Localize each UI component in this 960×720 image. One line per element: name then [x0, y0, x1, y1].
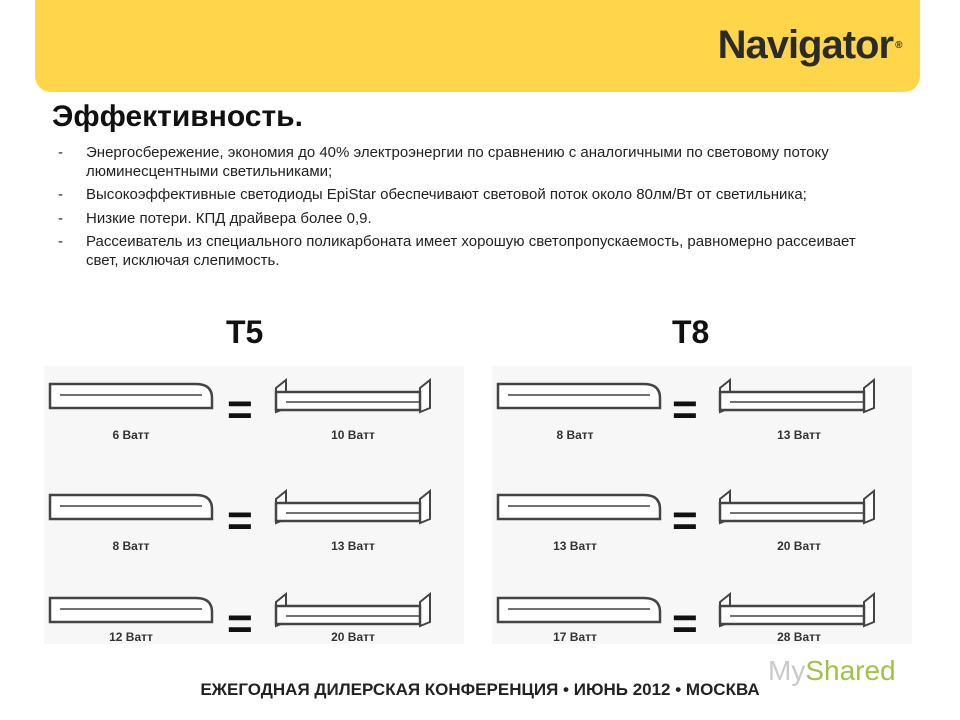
equals-sign: = [672, 385, 698, 434]
navigator-logo [717, 10, 902, 80]
led-lamp-icon [494, 592, 664, 626]
comparison-panel-t8 [492, 366, 912, 648]
bullet-list [58, 144, 878, 275]
slide-title: Эффективность. [52, 100, 303, 133]
comparison-row [492, 489, 912, 579]
fluorescent-watt-label: 13 Ватт [777, 428, 821, 442]
fluorescent-watt-label: 20 Ватт [777, 539, 821, 553]
led-lamp-icon [46, 592, 216, 626]
led-watt-label: 6 Ватт [112, 428, 150, 442]
fluorescent-watt-label: 13 Ватт [331, 539, 375, 553]
comparison-row [44, 378, 464, 468]
led-watt-label: 8 Ватт [556, 428, 594, 442]
footer-text: ЕЖЕГОДНАЯ ДИЛЕРСКАЯ КОНФЕРЕНЦИЯ • ИЮНЬ 2012 • МОСКВА [200, 680, 760, 699]
fluorescent-lamp-icon [716, 592, 878, 628]
heading-t8: T8 [672, 314, 710, 350]
led-watt-label: 12 Ватт [109, 630, 153, 644]
fluorescent-lamp-icon [272, 489, 434, 525]
bullet-item [58, 144, 878, 181]
led-lamp-icon [46, 489, 216, 523]
bullet-item [58, 233, 878, 270]
comparison-panel-t5 [44, 366, 464, 648]
bullet-dash: - [58, 186, 63, 203]
fluorescent-watt-label: 20 Ватт [331, 630, 375, 644]
heading-t5: T5 [226, 314, 264, 350]
equals-sign: = [227, 496, 253, 545]
fluorescent-lamp-icon [716, 489, 878, 525]
fluorescent-watt-label: 28 Ватт [777, 630, 821, 644]
equals-sign: = [672, 496, 698, 545]
bullet-text: Рассеиватель из специального поликарбоната имеет хорошую светопропускаемость, равномерно рассеивает свет, исключая слепимость. [86, 233, 856, 269]
equals-sign: = [227, 599, 253, 648]
logo-text: Navigator [717, 22, 894, 67]
equals-sign: = [672, 599, 698, 648]
bullet-text: Высокоэффективные светодиоды EpiStar обеспечивают световой поток около 80лм/Вт от светильника; [86, 186, 807, 203]
bullet-text: Низкие потери. КПД драйвера более 0,9. [86, 209, 372, 227]
watermark-text-b: Shared [805, 655, 896, 686]
led-lamp-icon [494, 489, 664, 523]
led-watt-label: 13 Ватт [553, 539, 597, 553]
led-lamp-icon [494, 378, 664, 412]
fluorescent-lamp-icon [272, 592, 434, 628]
fluorescent-lamp-icon [716, 378, 878, 414]
bullet-text: Энергосбережение, экономия до 40% электроэнергии по сравнению с аналогичными по световому потоку люминесцентными светильниками; [86, 144, 829, 180]
bullet-dash: - [58, 233, 63, 250]
fluorescent-watt-label: 10 Ватт [331, 428, 375, 442]
equals-sign: = [227, 385, 253, 434]
led-watt-label: 17 Ватт [553, 630, 597, 644]
comparison-row [44, 489, 464, 579]
led-watt-label: 8 Ватт [112, 539, 150, 553]
comparison-row [44, 592, 464, 682]
bullet-dash: - [58, 144, 63, 161]
bullet-item [58, 210, 878, 229]
bullet-item [58, 186, 878, 205]
led-lamp-icon [46, 378, 216, 412]
fluorescent-lamp-icon [272, 378, 434, 414]
comparison-row [492, 378, 912, 468]
bullet-dash: - [58, 209, 63, 227]
registered-mark: ® [895, 39, 902, 51]
watermark-text-a: My [768, 655, 806, 686]
